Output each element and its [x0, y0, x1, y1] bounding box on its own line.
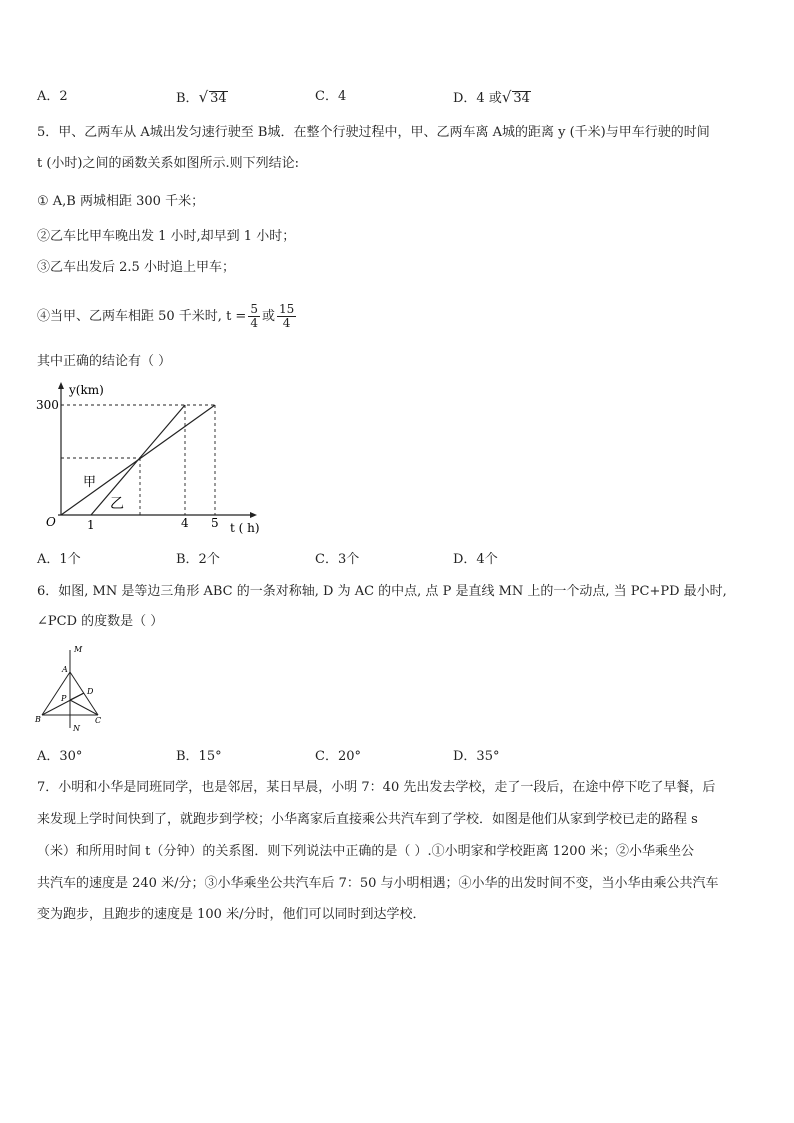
label-p: P	[61, 694, 67, 703]
q4-option-d-prefix: D．4 或	[453, 91, 502, 106]
sqrt-symbol: √	[501, 88, 512, 106]
q7-line5: 变为跑步，且跑步的速度是 100 米/分时，他们可以同时到达学校．	[37, 907, 426, 922]
label-n: N	[73, 724, 80, 733]
fraction-5-4	[248, 303, 260, 330]
label-d: D	[87, 687, 94, 696]
fraction-15-4	[277, 303, 296, 330]
q5-conclusion-2: ②乙车比甲车晚出发 1 小时,却早到 1 小时；	[37, 229, 296, 244]
q5-option-a: A．1个	[37, 552, 81, 567]
label-m: M	[74, 645, 83, 654]
y-tick-300: 300	[36, 398, 59, 412]
q7-line2: 来发现上学时间快到了，就跑步到学校；小华离家后直接乘公共汽车到了学校．如图是他们从家到学校已走的路程 s	[37, 812, 698, 827]
label-c: C	[95, 716, 102, 725]
fraction-numerator: 15	[278, 302, 295, 316]
q4-option-b	[176, 88, 228, 108]
q4-option-d	[453, 88, 531, 108]
q4-option-d-radicand: 34	[513, 91, 530, 106]
q7-line4: 共汽车的速度是 240 米/分；③小华乘坐公共汽车后 7：50 与小明相遇；④小华的出发时间不变，当小华由乘公共汽车	[37, 876, 719, 891]
x-tick-5: 5	[211, 516, 219, 530]
q5-conclusion-1: ① A,B 两城相距 300 千米；	[37, 194, 205, 209]
q5-option-c: C．3个	[315, 552, 360, 567]
fraction-denominator: 4	[250, 316, 258, 330]
fraction-denominator: 4	[282, 316, 291, 330]
q6-triangle-figure	[32, 642, 112, 734]
q5-distance-time-graph	[30, 378, 280, 538]
q5-option-b: B．2个	[176, 552, 220, 567]
label-a: A	[62, 665, 68, 674]
y-axis-arrow	[58, 382, 64, 389]
q7-line1: 7．小明和小华是同班同学，也是邻居，某日早晨，小明 7：40 先出发去学校，走了一段后，在途中停下吃了早餐，后	[37, 780, 716, 795]
q5-conclusion-4-prefix: ④当甲、乙两车相距 50 千米时, t =	[37, 309, 247, 324]
q6-option-d: D．35°	[453, 749, 500, 764]
label-b: B	[35, 715, 41, 724]
segment-pc	[70, 700, 98, 715]
label-yi: 乙	[110, 496, 124, 512]
q6-option-b: B．15°	[176, 749, 222, 764]
q5-stem-line1: 5．甲、乙两车从 A城出发匀速行驶至 B城．在整个行驶过程中，甲、乙两车离 A城的距离 y (千米)与甲车行驶的时间	[37, 125, 710, 140]
q5-conclusion-3: ③乙车出发后 2.5 小时追上甲车；	[37, 260, 235, 275]
q4-option-a: A．2	[37, 89, 68, 104]
q6-stem-line1: 6．如图, MN 是等边三角形 ABC 的一条对称轴, D 为 AC 的中点, 点 P 是直线 MN 上的一个动点, 当 PC+PD 最小时,	[37, 584, 727, 599]
fraction-numerator: 5	[250, 302, 258, 316]
origin-label: O	[46, 515, 56, 529]
x-axis-arrow	[250, 512, 257, 518]
q5-stem-line2: t (小时)之间的函数关系如图所示.则下列结论:	[37, 156, 300, 171]
q4-option-b-prefix: B．	[176, 91, 199, 106]
q6-option-a: A．30°	[37, 749, 83, 764]
line-yi	[91, 405, 185, 515]
q4-option-c: C．4	[315, 89, 347, 104]
q5-question: 其中正确的结论有（ ）	[37, 354, 172, 369]
y-axis-label: y(km)	[69, 383, 104, 397]
sqrt-symbol: √	[198, 88, 209, 106]
q6-option-c: C．20°	[315, 749, 361, 764]
or-word: 或	[261, 309, 275, 324]
x-tick-1: 1	[87, 518, 95, 532]
x-tick-4: 4	[181, 516, 189, 530]
q4-option-b-radicand: 34	[210, 91, 227, 106]
q5-option-d: D．4个	[453, 552, 498, 567]
q5-conclusion-4	[37, 297, 298, 337]
x-axis-label: t ( h)	[230, 521, 260, 535]
label-jia: 甲	[83, 475, 97, 490]
q7-line3: （米）和所用时间 t（分钟）的关系图．则下列说法中正确的是（ ）.①小明家和学校距离 1200 米；②小华乘坐公	[37, 844, 694, 859]
q6-stem-line2: ∠PCD 的度数是（ ）	[37, 614, 164, 629]
